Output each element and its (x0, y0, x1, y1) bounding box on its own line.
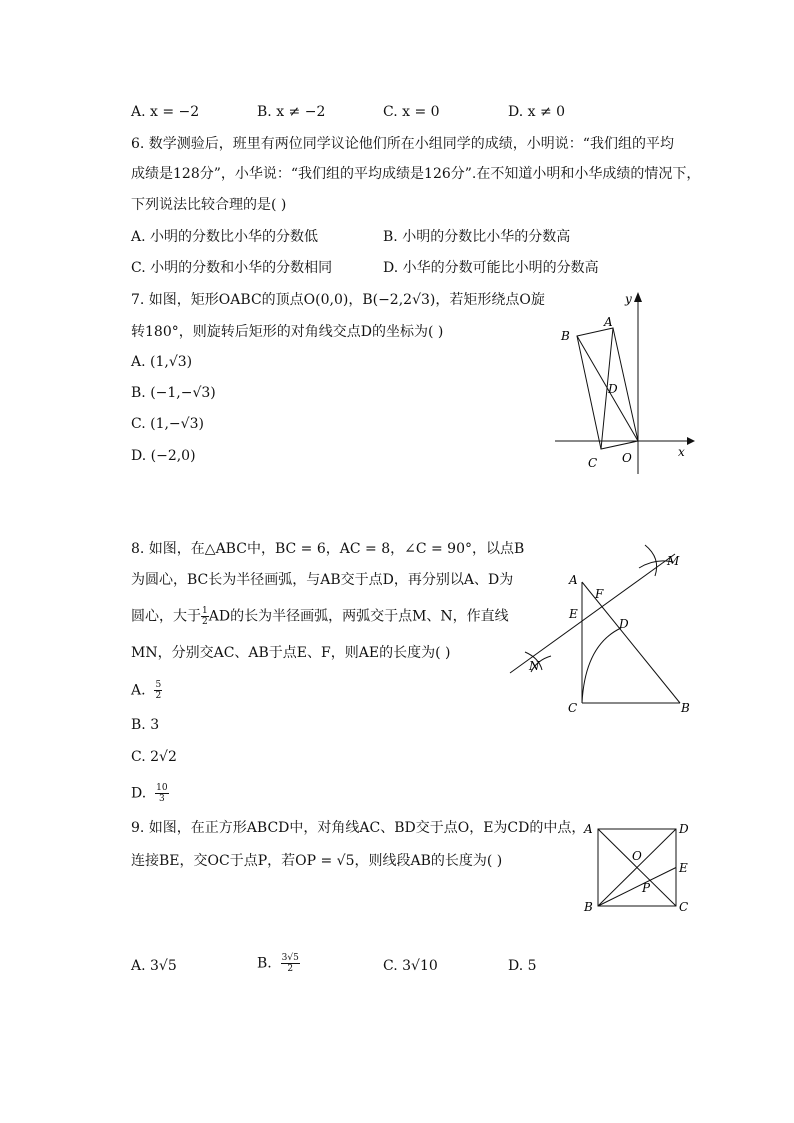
q7-label-c: C (588, 456, 598, 470)
q5-option-d[interactable]: D. x ≠ 0 (508, 104, 566, 120)
q8-label-a: A (569, 573, 578, 587)
q6-stem-line1: 6. 数学测验后，班里有两位同学议论他们所在小组同学的成绩，小明说：“我们组的平均 (131, 136, 674, 152)
q5-option-b[interactable]: B. x ≠ −2 (257, 104, 326, 120)
q6-stem-line2: 成绩是128分”，小华说：“我们组的平均成绩是126分”.在不知道小明和小华成绩的情况下， (131, 166, 701, 182)
q8-stem-line3-pre: 圆心，大于 (131, 608, 201, 625)
q7-label-y: y (625, 292, 632, 306)
q8-option-a-denominator: 2 (155, 691, 162, 701)
q8-option-a-fraction (154, 680, 162, 701)
q8-label-d: D (619, 617, 629, 631)
q8-option-a-numerator: 5 (155, 680, 162, 690)
q9-label-o: O (632, 849, 642, 863)
q9-label-e: E (679, 861, 688, 875)
q7-label-d: D (608, 382, 618, 396)
q9-option-d[interactable]: D. 5 (508, 958, 537, 974)
q8-option-d-fraction (155, 783, 168, 804)
q9-option-b-numerator: 3√5 (281, 953, 299, 963)
q9-label-p: P (642, 881, 651, 895)
q7-stem-line1: 7. 如图，矩形OABC的顶点O(0,0)，B(−2,2√3)，若矩形绕点O旋 (131, 292, 545, 308)
q7-option-c[interactable]: C. (1,−√3) (131, 416, 204, 432)
q9-option-c[interactable]: C. 3√10 (383, 958, 438, 974)
q9-stem-line2: 连接BE，交OC于点P，若OP = √5，则线段AB的长度为( ) (131, 853, 503, 869)
q8-label-m: M (667, 554, 680, 568)
q8-stem-line4: MN，分别交AC、AB于点E、F，则AE的长度为( ) (131, 645, 451, 661)
q7-label-o: O (622, 451, 632, 465)
q8-option-d-denominator: 3 (158, 794, 165, 804)
q7-option-d[interactable]: D. (−2,0) (131, 448, 196, 464)
q8-option-a-label: A. (131, 682, 146, 699)
q6-option-d[interactable]: D. 小华的分数可能比小明的分数高 (383, 260, 599, 276)
q8-stem-line3-post: AD的长为半径画弧，两弧交于点M、N，作直线 (208, 608, 509, 625)
q7-option-a[interactable]: A. (1,√3) (131, 354, 193, 370)
q9-option-b-fraction (281, 953, 300, 974)
q8-label-e: E (569, 607, 578, 621)
q9-option-b-denominator: 2 (287, 964, 294, 974)
q9-label-b: B (584, 900, 593, 914)
q9-stem-line1: 9. 如图，在正方形ABCD中，对角线AC、BD交于点O，E为CD的中点， (131, 820, 586, 836)
q5-option-c[interactable]: C. x = 0 (383, 104, 440, 120)
q8-half-denominator: 2 (202, 617, 208, 627)
q6-option-a[interactable]: A. 小明的分数比小华的分数低 (131, 229, 319, 245)
q8-stem-line1: 8. 如图，在△ABC中，BC = 6，AC = 8，∠C = 90°，以点B (131, 541, 525, 557)
q8-option-d-numerator: 10 (156, 783, 168, 793)
q6-option-c[interactable]: C. 小明的分数和小华的分数相同 (131, 260, 333, 276)
q9-option-a[interactable]: A. 3√5 (131, 958, 177, 974)
q8-stem-line2: 为圆心，BC长为半径画弧，与AB交于点D，再分别以A、D为 (131, 572, 514, 588)
q8-label-b: B (681, 701, 690, 715)
q8-half-numerator: 1 (202, 606, 208, 616)
q9-label-a: A (584, 822, 593, 836)
q6-option-b[interactable]: B. 小明的分数比小华的分数高 (383, 229, 571, 245)
q8-figure (505, 540, 705, 720)
q8-option-d-label: D. (131, 785, 147, 802)
q7-figure (555, 288, 695, 478)
q8-stem-line3 (131, 606, 509, 627)
q9-option-b-label: B. (257, 955, 272, 972)
q7-option-b[interactable]: B. (−1,−√3) (131, 385, 216, 401)
q8-label-f: F (595, 587, 604, 601)
q7-label-a: A (604, 315, 613, 329)
q7-label-x: x (678, 445, 685, 459)
q8-label-c: C (568, 701, 578, 715)
q8-half-fraction (201, 606, 209, 627)
q8-option-c[interactable]: C. 2√2 (131, 749, 177, 765)
q7-stem-line2: 转180°，则旋转后矩形的对角线交点D的坐标为( ) (131, 324, 444, 340)
q5-option-a[interactable]: A. x = −2 (131, 104, 200, 120)
q9-label-c: C (679, 900, 689, 914)
q9-figure (580, 818, 700, 918)
q9-label-d: D (679, 822, 689, 836)
q7-label-b: B (561, 329, 570, 343)
q8-option-d[interactable] (131, 783, 169, 804)
q9-option-b[interactable] (257, 953, 300, 974)
q6-stem-line3: 下列说法比较合理的是( ) (131, 197, 287, 213)
q8-option-a[interactable] (131, 680, 162, 701)
q8-option-b[interactable]: B. 3 (131, 717, 160, 733)
q8-label-n: N (529, 659, 540, 673)
